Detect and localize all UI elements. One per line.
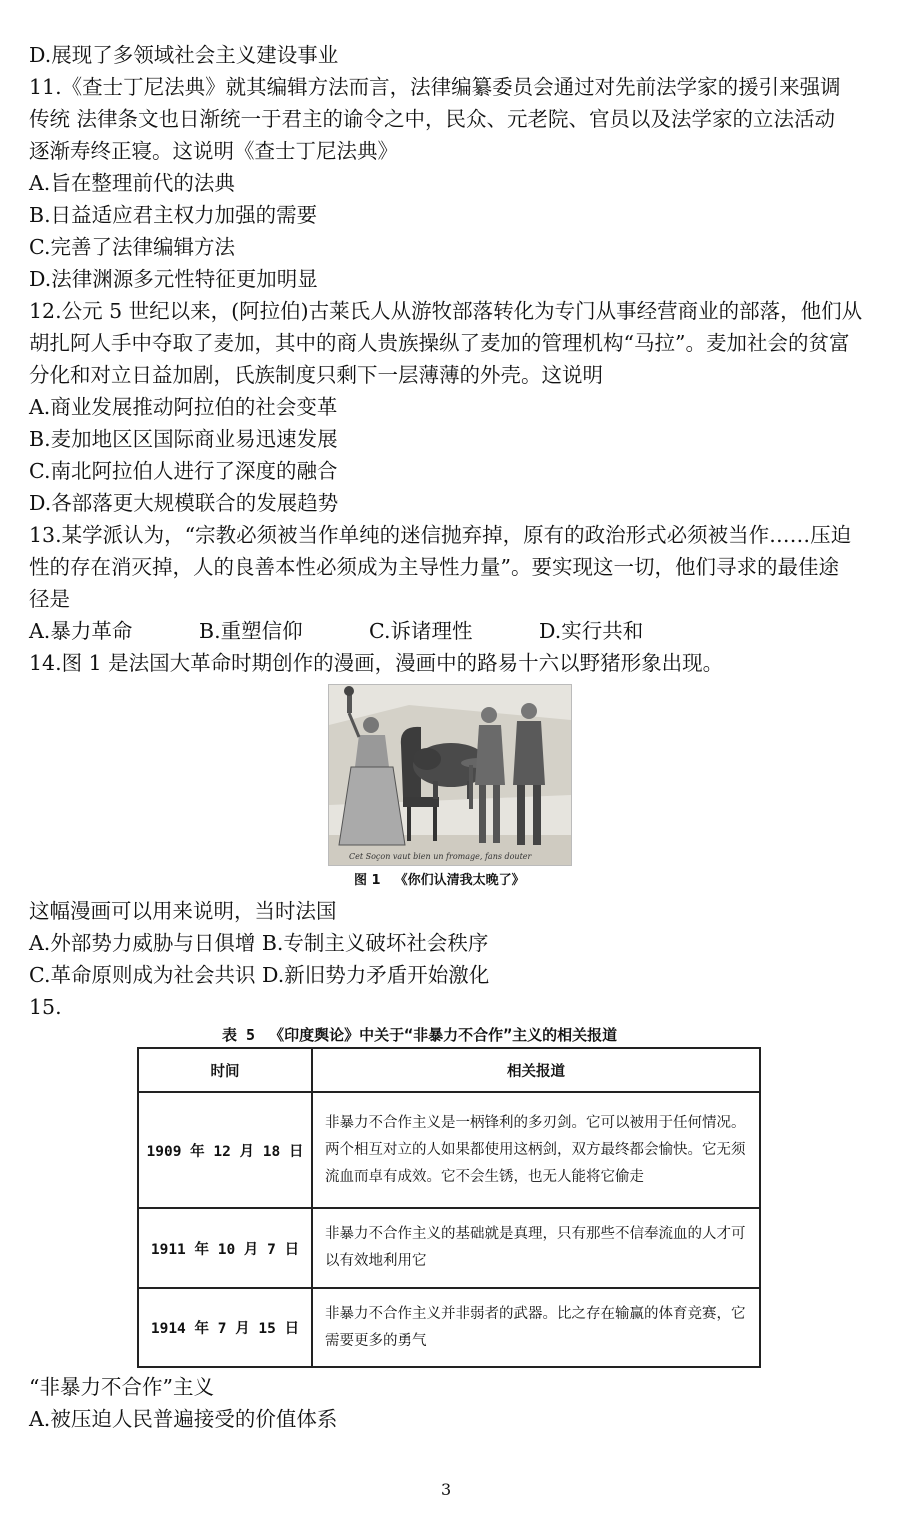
q12-stem-line-3: 分化和对立日益加剧，氏族制度只剩下一层薄薄的外壳。这说明 [29, 363, 603, 387]
q12-stem-line-1: 12.公元 5 世纪以来，(阿拉伯)古莱氏人从游牧部落转化为专门从事经营商业的部落，他们从 [29, 299, 863, 323]
q15-number: 15. [29, 995, 62, 1019]
q15-option-a: A.被压迫人民普遍接受的价值体系 [29, 1407, 338, 1431]
q11-stem-line-1: 11.《查士丁尼法典》就其编辑方法而言，法律编纂委员会通过对先前法学家的援引来强调 [29, 75, 841, 99]
table-row [138, 1288, 760, 1367]
q11-option-b: B.日益适应君主权力加强的需要 [29, 203, 318, 227]
q13-options [29, 615, 709, 647]
table-header-row [138, 1048, 760, 1092]
figure-caption-title: 《你们认清我太晚了》 [394, 873, 525, 888]
table-row [138, 1208, 760, 1288]
q11-option-d: D.法律渊源多元性特征更加明显 [29, 267, 318, 291]
q12-option-a: A.商业发展推动阿拉伯的社会变革 [29, 395, 338, 419]
q14-options-ab: A.外部势力威胁与日俱增 B.专制主义破坏社会秩序 [29, 931, 489, 955]
q12-option-d: D.各部落更大规模联合的发展趋势 [29, 491, 339, 515]
table-row [138, 1092, 760, 1208]
q14-options-cd: C.革命原则成为社会共识 D.新旧势力矛盾开始激化 [29, 963, 490, 987]
q10-option-d: D.展现了多领域社会主义建设事业 [29, 43, 339, 67]
q11-stem-line-2: 传统 法律条文也日渐统一于君主的谕令之中，民众、元老院、官员以及法学家的立法活动 [29, 107, 836, 131]
q13-stem-line-3: 径是 [29, 587, 70, 611]
table-title [222, 1024, 617, 1045]
q13-option-c: C.诉诸理性 [369, 619, 473, 643]
q11-option-a: A.旨在整理前代的法典 [29, 171, 235, 195]
q13-stem-line-1: 13.某学派认为，“宗教必须被当作单纯的迷信抛弃掉，原有的政治形式必须被当作……压迫 [29, 523, 852, 547]
q11-option-c: C.完善了法律编辑方法 [29, 235, 235, 259]
row-date: 1914 年 7 月 15 日 [138, 1288, 312, 1367]
q13-option-d: D.实行共和 [539, 619, 644, 643]
q13-option-b: B.重塑信仰 [199, 619, 303, 643]
q14-stem: 14.图 1 是法国大革命时期创作的漫画，漫画中的路易十六以野猪形象出现。 [29, 651, 724, 675]
q15-stem: “非暴力不合作”主义 [29, 1375, 214, 1399]
table-title-text: 《印度舆论》中关于“非暴力不合作”主义的相关报道 [269, 1026, 618, 1044]
q14-question: 这幅漫画可以用来说明，当时法国 [29, 899, 337, 923]
figure-caption [354, 869, 525, 888]
q12-stem-line-2: 胡扎阿人手中夺取了麦加，其中的商人贵族操纵了麦加的管理机构“马拉”。麦加社会的贫富 [29, 331, 850, 355]
row-date: 1909 年 12 月 18 日 [138, 1092, 312, 1208]
q13-stem-line-2: 性的存在消灭掉，人的良善本性必须成为主导性力量”。要实现这一切，他们寻求的最佳途 [29, 555, 839, 579]
row-report: 非暴力不合作主义的基础就是真理，只有那些不信奉流血的人才可以有效地利用它 [312, 1208, 760, 1288]
cartoon-inscription: Cet Soçon vaut bien un fromage, fans douter [349, 852, 532, 861]
page-number: 3 [441, 1480, 452, 1499]
column-header-report: 相关报道 [312, 1048, 760, 1092]
row-date: 1911 年 10 月 7 日 [138, 1208, 312, 1288]
cartoon-figure [328, 684, 572, 866]
report-table [137, 1047, 761, 1368]
column-header-date: 时间 [138, 1048, 312, 1092]
table-title-number: 表 5 [222, 1026, 256, 1044]
cartoon-illustration [329, 685, 571, 865]
q13-option-a: A.暴力革命 [29, 619, 133, 643]
q12-option-c: C.南北阿拉伯人进行了深度的融合 [29, 459, 338, 483]
row-report: 非暴力不合作主义是一柄锋利的多刃剑。它可以被用于任何情况。两个相互对立的人如果都使用这柄剑，双方最终都会愉快。它无须流血而卓有成效。它不会生锈，也无人能将它偷走 [312, 1092, 760, 1208]
row-report: 非暴力不合作主义并非弱者的武器。比之存在输赢的体育竞赛，它需要更多的勇气 [312, 1288, 760, 1367]
figure-caption-number: 图 1 [354, 873, 381, 888]
q12-option-b: B.麦加地区区国际商业易迅速发展 [29, 427, 338, 451]
q11-stem-line-3: 逐渐寿终正寝。这说明《查士丁尼法典》 [29, 139, 398, 163]
